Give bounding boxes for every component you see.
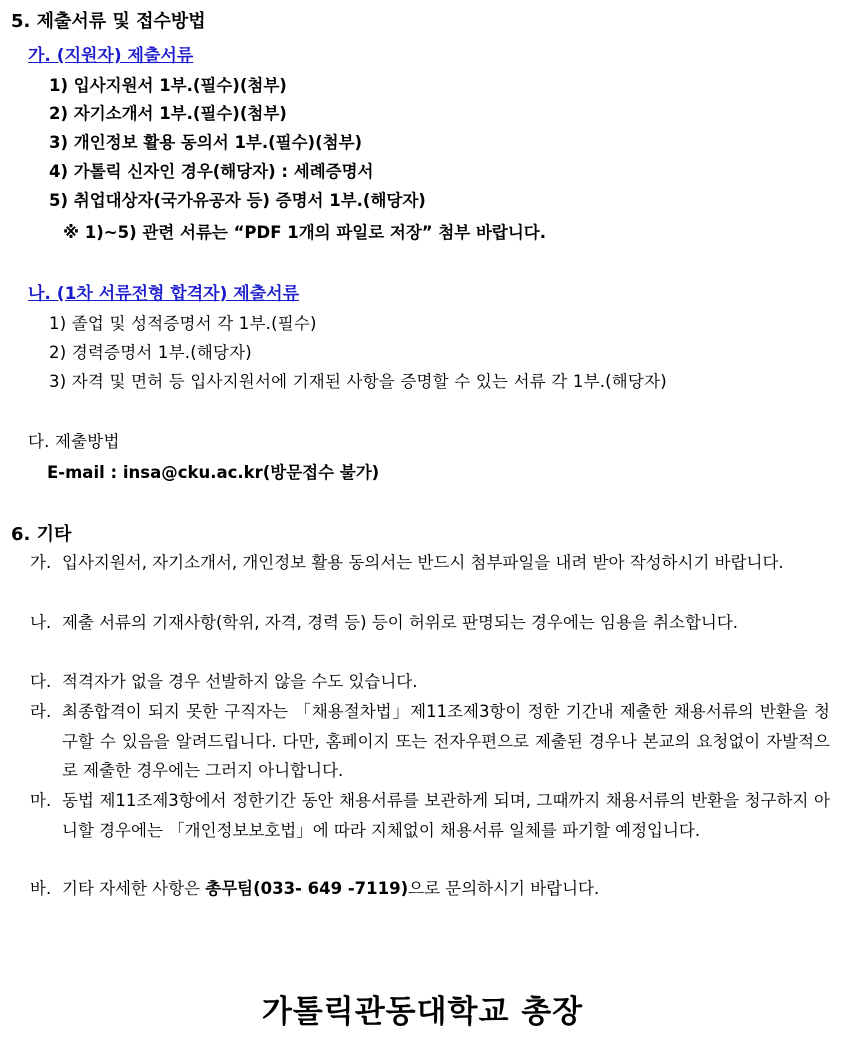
- item-label: 다.: [30, 672, 52, 691]
- item-text-prefix: 기타 자세한 사항은: [62, 879, 206, 898]
- item-label: 바.: [30, 879, 52, 898]
- list-item: 2) 경력증명서 1부.(해당자): [49, 343, 252, 362]
- section-6-title: 6. 기타: [11, 524, 72, 545]
- subsection-c-title: 다. 제출방법: [28, 432, 120, 451]
- list-item: 2) 자기소개서 1부.(필수)(첨부): [49, 104, 287, 123]
- list-item: [30, 786, 830, 845]
- item-label: 나.: [30, 613, 52, 632]
- item-text: 적격자가 없을 경우 선발하지 않을 수도 있습니다.: [62, 672, 418, 691]
- list-item: [30, 667, 830, 697]
- list-item: [30, 697, 830, 786]
- item-label: 마.: [30, 791, 52, 810]
- signature-title: 가톨릭관동대학교 총장: [261, 994, 584, 1030]
- list-item: [30, 608, 830, 638]
- pdf-note: ※ 1)~5) 관련 서류는 “PDF 1개의 파일로 저장” 첨부 바랍니다.: [63, 223, 547, 242]
- email-line: E-mail : insa@cku.ac.kr(방문접수 불가): [47, 463, 380, 482]
- item-label: 가.: [30, 553, 52, 572]
- list-item: [30, 548, 830, 578]
- item-text: [30, 874, 830, 904]
- list-item: [30, 874, 830, 904]
- item-label: 라.: [30, 702, 52, 721]
- item-text: 동법 제11조제3항에서 정한기간 동안 채용서류를 보관하게 되며, 그때까지 채용서류의 반환을 청구하지 아니할 경우에는 「개인정보보호법」에 따라 지체없이 채용서류 일체를 파기할 예정입니다.: [62, 791, 830, 840]
- list-item: 3) 자격 및 면허 등 입사지원서에 기재된 사항을 증명할 수 있는 서류 각 1부.(해당자): [49, 372, 667, 391]
- list-item: 3) 개인정보 활용 동의서 1부.(필수)(첨부): [49, 133, 363, 152]
- list-item: 1) 입사지원서 1부.(필수)(첨부): [49, 76, 287, 95]
- item-text: 제출 서류의 기재사항(학위, 자격, 경력 등) 등이 허위로 판명되는 경우에는 임용을 취소합니다.: [62, 613, 739, 632]
- item-text: 최종합격이 되지 못한 구직자는 「채용절차법」제11조제3항이 정한 기간내 제출한 채용서류의 반환을 청구할 수 있음을 알려드립니다. 다만, 홈페이지 또는 전자우편으로 제출된 경우나 본교의 요청없이 자발적으로 제출한 경우에는 그러지 아니합니다.: [62, 702, 830, 780]
- list-item: 1) 졸업 및 성적증명서 각 1부.(필수): [49, 314, 317, 333]
- list-item: 5) 취업대상자(국가유공자 등) 증명서 1부.(해당자): [49, 191, 426, 210]
- subsection-a-title: 가. (지원자) 제출서류: [28, 46, 194, 66]
- subsection-b-title: 나. (1차 서류전형 합격자) 제출서류: [28, 284, 299, 304]
- item-text-suffix: 으로 문의하시기 바랍니다.: [408, 879, 600, 898]
- list-item: 4) 가톨릭 신자인 경우(해당자) : 세례증명서: [49, 162, 374, 181]
- item-text: 입사지원서, 자기소개서, 개인정보 활용 동의서는 반드시 첨부파일을 내려 받아 작성하시기 바랍니다.: [62, 553, 784, 572]
- contact-team: 총무팀(033- 649 -7119): [205, 879, 409, 898]
- section-5-title: 5. 제출서류 및 접수방법: [11, 11, 206, 32]
